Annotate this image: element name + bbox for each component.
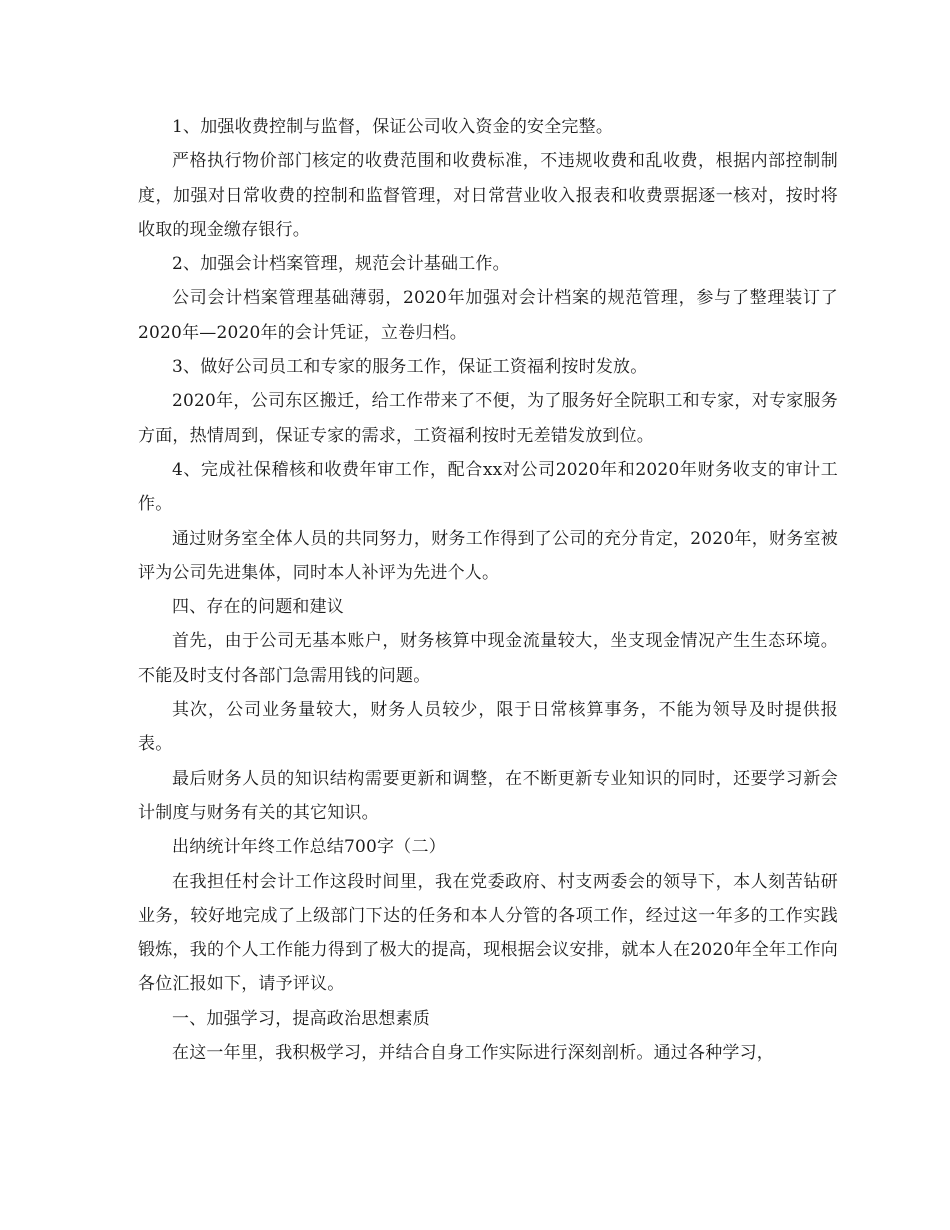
- paragraph-10: 首先，由于公司无基本账户，财务核算中现金流量较大，坐支现金情况产生生态环境。不能及时支付各部门急需用钱的问题。: [138, 631, 838, 686]
- paragraph-8: 通过财务室全体人员的共同努力，财务工作得到了公司的充分肯定，2020年，财务室被评为公司先进集体，同时本人补评为先进个人。: [138, 528, 838, 583]
- document-subtitle: 出纳统计年终工作总结700字（二）: [172, 837, 446, 858]
- paragraph-16: 在这一年里，我积极学习，并结合自身工作实际进行深刻剖析。通过各种学习，: [172, 1043, 774, 1064]
- paragraph-5: 3、做好公司员工和专家的服务工作，保证工资福利按时发放。: [172, 357, 648, 378]
- paragraph-14: 在我担任村会计工作这段时间里，我在党委政府、村支两委会的领导下，本人刻苦钻研业务，较好地完成了上级部门下达的任务和本人分管的各项工作，经过这一年多的工作实践锻炼，我的个人工作能力得到了极大的提高，现根据会议安排，就本人在2020年全年工作向各位汇报如下，请予评议。: [138, 871, 838, 995]
- document-page: [138, 110, 838, 1070]
- section-heading-study: 一、加强学习，提高政治思想素质: [172, 1008, 430, 1029]
- paragraph-1: 1、加强收费控制与监督，保证公司收入资金的安全完整。: [172, 117, 614, 137]
- paragraph-4: 公司会计档案管理基础薄弱，2020年加强对会计档案的规范管理，参与了整理装订了2020年—2020年的会计凭证，立卷归档。: [138, 288, 838, 343]
- paragraph-12: 最后财务人员的知识结构需要更新和调整，在不断更新专业知识的同时，还要学习新会计制度与财务有关的其它知识。: [138, 768, 838, 823]
- paragraph-6: 2020年，公司东区搬迁，给工作带来了不便，为了服务好全院职工和专家，对专家服务方面，热情周到，保证专家的需求，工资福利按时无差错发放到位。: [138, 391, 838, 446]
- paragraph-2: 严格执行物价部门核定的收费范围和收费标准，不违规收费和乱收费，根据内部控制制度，加强对日常收费的控制和监督管理，对日常营业收入报表和收费票据逐一核对，按时将收取的现金缴存银行。: [138, 151, 838, 240]
- paragraph-11: 其次，公司业务量较大，财务人员较少，限于日常核算事务，不能为领导及时提供报表。: [138, 700, 838, 755]
- section-heading-problems: 四、存在的问题和建议: [172, 597, 344, 618]
- paragraph-7: 4、完成社保稽核和收费年审工作，配合xx对公司2020年和2020年财务收支的审计工作。: [138, 459, 838, 515]
- paragraph-3: 2、加强会计档案管理，规范会计基础工作。: [172, 254, 510, 275]
